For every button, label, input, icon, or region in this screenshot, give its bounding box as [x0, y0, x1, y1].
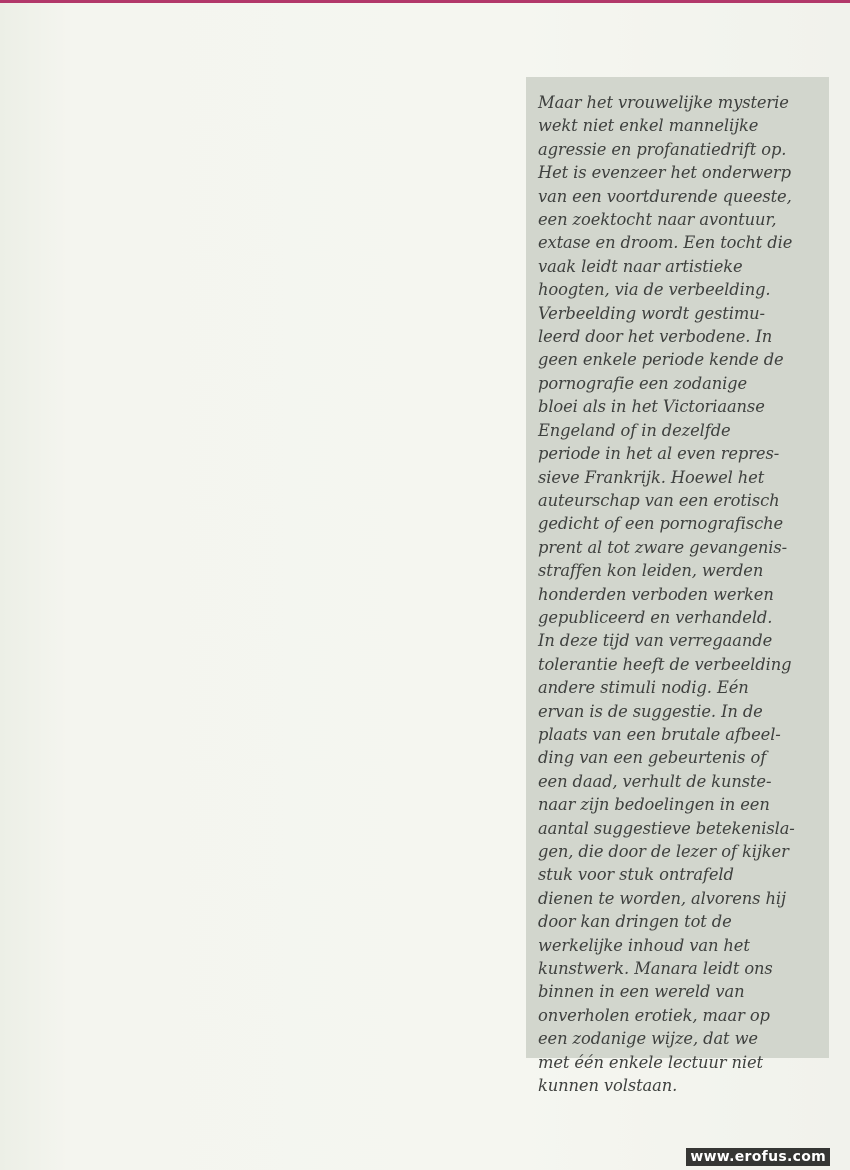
text-line: een zoektocht naar avontuur,	[538, 210, 777, 230]
text-line: kunstwerk. Manara leidt ons	[538, 959, 773, 979]
text-line: ding van een gebeurtenis of	[538, 748, 767, 768]
text-line: met één enkele lectuur niet	[538, 1052, 763, 1072]
text-line: stuk voor stuk ontrafeld	[538, 865, 734, 885]
text-line: onverholen erotiek, maar op	[538, 1005, 770, 1025]
text-line: plaats van een brutale afbeel-	[538, 724, 781, 744]
text-line: Verbeelding wordt gestimu-	[538, 303, 765, 323]
text-line: werkelijke inhoud van het	[538, 935, 750, 955]
text-line: naar zijn bedoelingen in een	[538, 795, 770, 815]
text-line: prent al tot zware gevangenis-	[538, 537, 788, 557]
text-box	[526, 77, 829, 1096]
text-line: gedicht of een pornografische	[538, 514, 784, 534]
text-line: Engeland of in dezelfde	[538, 420, 731, 440]
text-line: auteurschap van een erotisch	[538, 490, 780, 510]
text-line: agressie en profanatiedrift op.	[538, 139, 787, 159]
text-line: dienen te worden, alvorens hij	[538, 888, 786, 908]
text-line: Maar het vrouwelijke mysterie	[538, 93, 789, 112]
text-line: bloei als in het Victoriaanse	[538, 397, 765, 417]
text-line: extase en droom. Een tocht die	[538, 233, 793, 253]
watermark-link[interactable]: www.erofus.com	[686, 1148, 830, 1166]
text-line: hoogten, via de verbeelding.	[538, 280, 771, 300]
text-line: van een voortdurende queeste,	[538, 186, 792, 206]
text-line: pornografie een zodanige	[538, 373, 748, 393]
text-line: kunnen volstaan.	[538, 1076, 678, 1096]
text-line: honderden verboden werken	[538, 584, 774, 604]
text-line: tolerantie heeft de verbeelding	[538, 654, 792, 674]
text-line: aantal suggestieve betekenisla-	[538, 818, 795, 838]
text-line: geen enkele periode kende de	[538, 350, 784, 370]
text-line: een daad, verhult de kunste-	[538, 771, 772, 791]
text-line: binnen in een wereld van	[538, 982, 745, 1002]
text-line: vaak leidt naar artistieke	[538, 256, 743, 276]
text-line: gepubliceerd en verhandeld.	[538, 607, 773, 627]
text-line: een zodanige wijze, dat we	[538, 1029, 758, 1049]
text-line: sieve Frankrijk. Hoewel het	[538, 467, 765, 487]
text-line: wekt niet enkel mannelijke	[538, 116, 759, 136]
text-line: andere stimuli nodig. Eén	[538, 678, 749, 698]
text-line: gen, die door de lezer of kijker	[538, 842, 789, 861]
text-line: In deze tijd van verregaande	[538, 631, 773, 651]
text-line: ervan is de suggestie. In de	[538, 701, 763, 721]
text-line: Het is evenzeer het onderwerp	[538, 163, 791, 183]
text-line: leerd door het verbodene. In	[538, 327, 773, 347]
text-line: straffen kon leiden, werden	[538, 561, 764, 581]
text-line: door kan dringen tot de	[538, 912, 732, 932]
text-line: periode in het al even repres-	[538, 444, 780, 464]
